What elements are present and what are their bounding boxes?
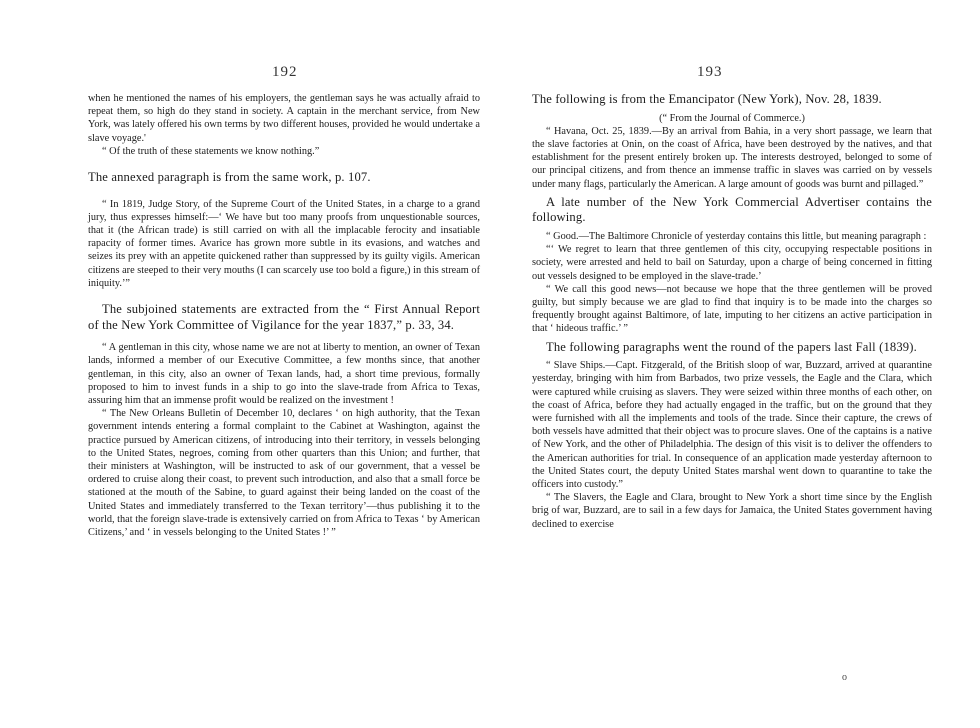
- source-note: (“ From the Journal of Commerce.): [659, 112, 805, 124]
- signature-mark: o: [842, 672, 847, 683]
- page-number: 192: [272, 64, 298, 80]
- paragraph: The following is from the Emancipator (New York), Nov. 28, 1839.: [532, 92, 882, 106]
- quotation: “ The Slavers, the Eagle and Clara, brought to New York a short time since by the English brig of war, Buzzard, are to sail in a few days for Jamaica, the United States government having declined to exercise: [532, 492, 932, 530]
- paragraph: The annexed paragraph is from the same work, p. 107.: [88, 170, 371, 185]
- right-text-column: [532, 92, 932, 531]
- page-number: 193: [697, 64, 723, 80]
- quotation: “ Havana, Oct. 25, 1839.—By an arrival from Bahia, in a very short passage, we learn that the slave factories at Onin, on the coast of Africa, have been destroyed by the natives, and that establishment for the present entirely broken up. The interests destroyed, belonged to some of our principal citizens, and from thence an immense traffic in slaves was carried on by vessels under many flags, particularly the American. A large amount of goods was burnt and pillaged.”: [532, 125, 932, 190]
- quotation: “ We call this good news—not because we hope that the three gentlemen will be proved guilty, but simply because we are glad to find that inquiry is to be made into the charges so frequently brought against Baltimore, of late, imputing to her citizens an active participation in that ‘ hideous traffic.’ ”: [532, 283, 932, 335]
- quotation: “‘ We regret to learn that three gentlemen of this city, occupying respectable positions in society, were arrested and held to bail on Saturday, upon a charge of being concerned in fitting out vessels designed to be employed in the slave-trade.’: [532, 244, 932, 282]
- quotation: “ The New Orleans Bulletin of December 10, declares ‘ on high authority, that the Texan government intends entering a formal complaint to the Cabinet at Washington, against the practice pursued by American citizens, of introducing into their territory, in vessels belonging to the United States, negroes, coming from other quarters than this Union; and further, that their ministers at Washington, will be instructed to ask of our government, that a vessel be ordered to cruise along their coast, to prevent such introduction, and also that a small force be stationed at the mouth of the Sabine, to guard against their being landed on the coast of the United States and immediately transferred to the Texan territory’—thus publishing it to the world, that the foreign slave-trade is extensively carried on from Africa to Texas ‘ by American Citizens,’ and ‘ in vessels belonging to the United States !’ ”: [88, 408, 480, 539]
- left-text-column: [88, 92, 480, 539]
- paragraph: The following paragraphs went the round of the papers last Fall (1839).: [546, 339, 917, 354]
- right-page: [490, 0, 980, 728]
- quotation: “ A gentleman in this city, whose name we are not at liberty to mention, an owner of Texan lands, informed a member of our Executive Committee, a few months since, that another gentleman, in this city, also an owner of Texan lands, had, a short time previous, formally proposed to him to invest funds in a ship to go into the slave-trade from Africa to Texas, assuring him that an immense profit would be realized on the investment !: [88, 342, 480, 407]
- paragraph: A late number of the New York Commercial Advertiser contains the following.: [532, 194, 932, 225]
- paragraph: when he mentioned the names of his employers, the gentleman says he was actually afraid to repeat them, so high do they stand in society. A captain in the merchant service, from New York, was lately offered his own terms by two different houses, provided he would undertake a slave voyage.': [88, 93, 480, 144]
- paragraph: “ Of the truth of these statements we know nothing.”: [102, 145, 320, 157]
- paragraph: The subjoined statements are extracted from the “ First Annual Report of the New York Committee of Vigilance for the year 1837,” p. 33, 34.: [88, 302, 480, 332]
- quotation: “ Slave Ships.—Capt. Fitzgerald, of the British sloop of war, Buzzard, arrived at quarantine yesterday, bringing with him from Barbados, two prize vessels, the Eagle and the Clara, which were captured while cruising as slavers. They were seized within three months of each other, on the coast of Africa, before they had actually engaged in the traffic, but on the ground that they were furnished with all the implements and tools of the trade. Since their capture, the crews of both vessels have admitted that their object was to procure slaves. One of the captains is a native of New York, and the other of Philadelphia. The design of this visit is to deliver the offenders to the American authorities for trial. In consequence of an application made yesterday afternoon to the United States court, the deputy United States marshal went down to quarantine to take the officers into custody.”: [532, 360, 932, 491]
- quotation: “ Good.—The Baltimore Chronicle of yesterday contains this little, but meaning paragraph :: [546, 231, 927, 242]
- quotation: “ In 1819, Judge Story, of the Supreme Court of the United States, in a charge to a grand jury, thus expresses himself:—‘ We have but too many proofs from unquestionable sources, that it (the African trade) is still carried on with all the implacable ferocity and insatiable rapacity of former times. Avarice has grown more subtle in its evasions, and watches and seizes its prey with an appetite quickened rather than suppressed by its guilty vigils. American citizens are steeped to their very mouths (I can scarcely use too bold a figure,) in this stream of iniquity.’”: [88, 198, 480, 289]
